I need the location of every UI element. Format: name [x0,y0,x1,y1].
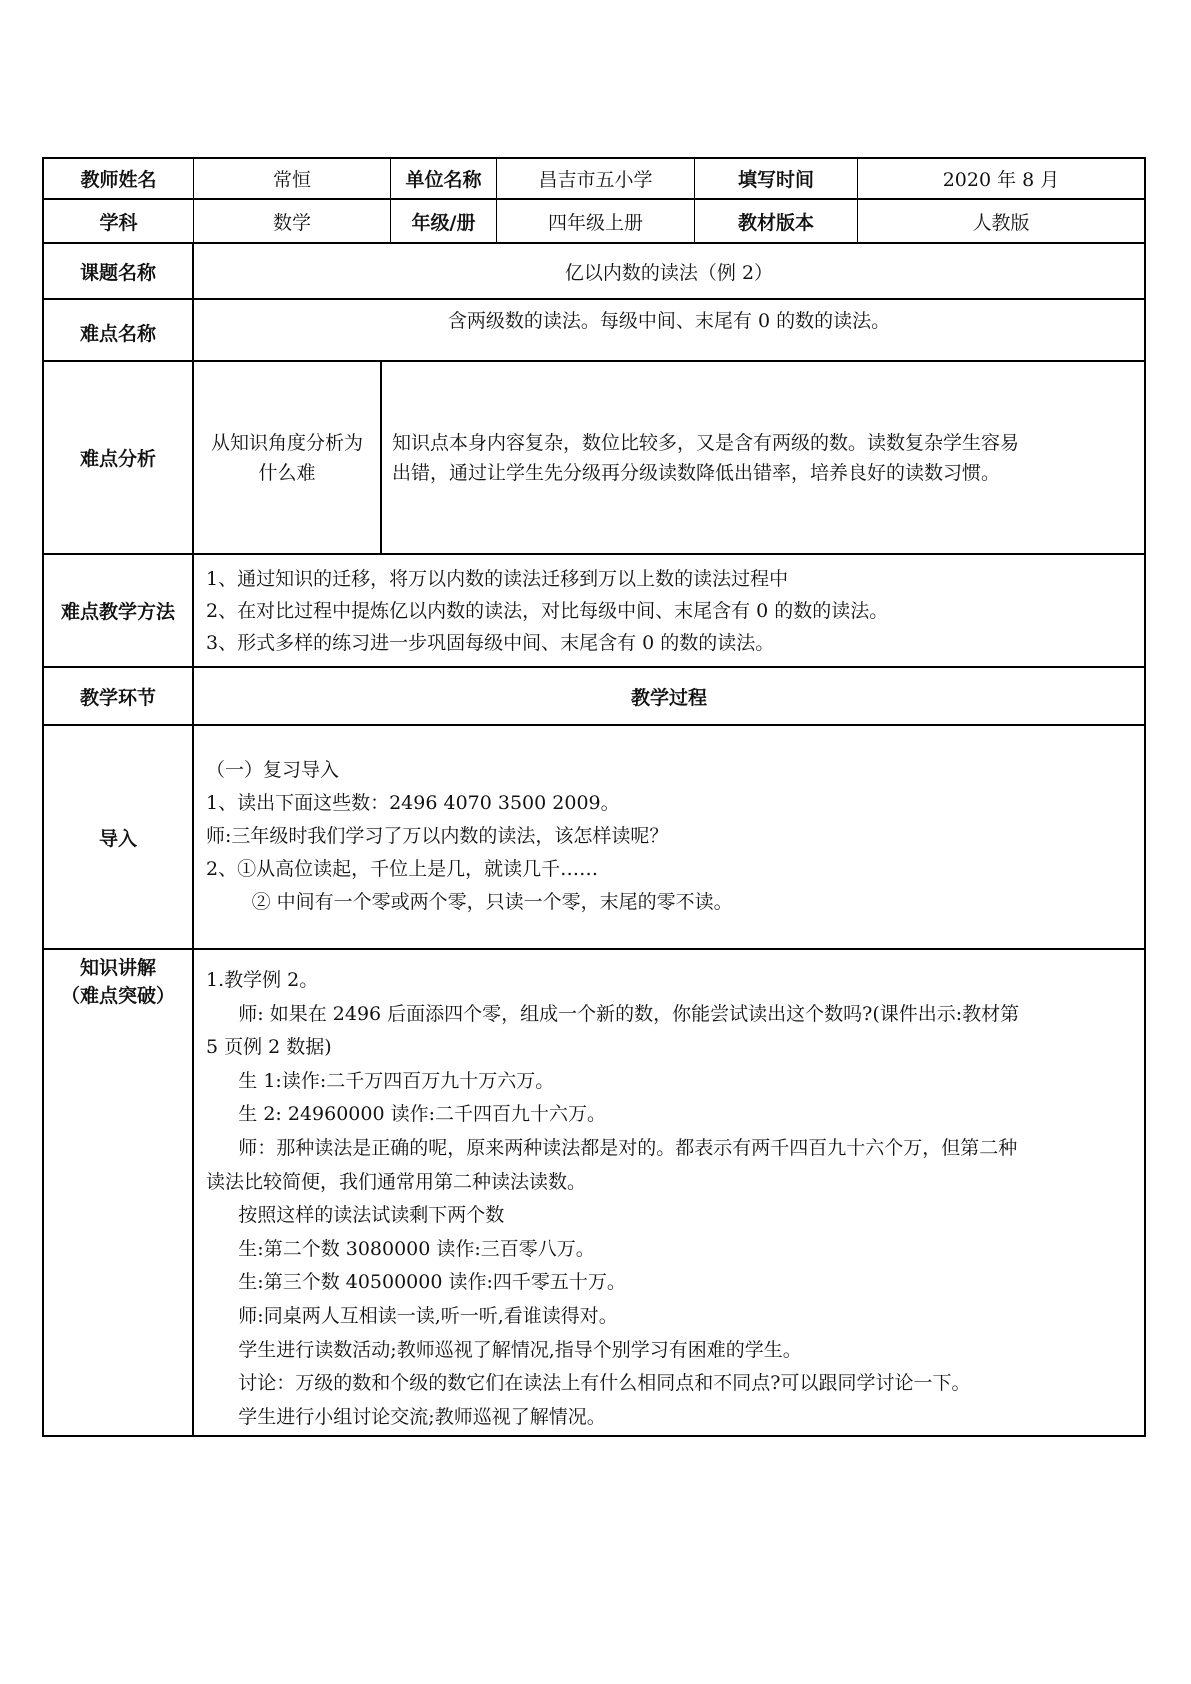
explain-line: 5 页例 2 数据) [206,1036,332,1059]
explain-line: 生 1:读作:二千万四百万九十万六万。 [238,1069,555,1092]
teacher-label: 教师姓名 [44,159,194,198]
analysis-sub-label-line-2: 什么难 [258,461,316,484]
time-value: 2020 年 8 月 [942,169,1060,191]
explain-line: 按照这样的读法试读剩下两个数 [238,1204,505,1227]
method-label: 难点教学方法 [44,555,194,666]
explain-lines [194,950,1031,1434]
subject-label: 学科 [44,200,194,242]
method-list [194,555,1144,666]
lesson-plan-table [42,157,1146,1437]
method-row [44,555,1144,668]
explain-line: 生:第三个数 40500000 读作:四千零五十万。 [238,1271,626,1294]
explain-line: 生:第二个数 3080000 读作:三百零八万。 [238,1237,595,1260]
analysis-text-line-1: 知识点本身内容复杂，数位比较多，又是含有两级的数。读数复杂学生容易 [392,431,1020,454]
process-header-left: 教学环节 [44,668,194,724]
header-row-1 [44,159,1144,200]
intro-row [44,726,1144,950]
explain-label-line-2: （难点突破） [60,985,175,1007]
method-item: 1、通过知识的迁移，将万以内数的读法迁移到万以上数的读法过程中 [206,567,789,590]
explain-line: 1.教学例 2。 [206,969,319,991]
intro-lines [194,726,745,919]
analysis-text [382,362,1144,553]
difficulty-row [44,300,1144,362]
topic-row [44,244,1144,300]
explain-line: 读法比较简便，我们通常用第二种读法读数。 [206,1170,587,1193]
explain-line: 讨论：万级的数和个级的数它们在读法上有什么相同点和不同点?可以跟同学讨论一下。 [238,1372,971,1395]
intro-line: 1、读出下面这些数：2496 4070 3500 2009。 [206,792,620,814]
time-label: 填写时间 [695,159,858,198]
explain-line: 师：那种读法是正确的呢，原来两种读法都是对的。都表示有两千四百九十六个万，但第二种 [238,1136,1018,1159]
explain-content [194,950,1144,1435]
subject-value: 数学 [194,200,391,242]
explain-line: 生 2: 24960000 读作:二千四百九十六万。 [238,1103,607,1126]
process-header-right: 教学过程 [630,686,707,709]
intro-line: ② 中间有一个零或两个零，只读一个零，末尾的零不读。 [251,891,733,913]
topic-label: 课题名称 [44,244,194,298]
explain-line: 学生进行读数活动;教师巡视了解情况,指导个别学习有困难的学生。 [238,1338,802,1361]
analysis-label: 难点分析 [44,362,194,553]
edition-value: 人教版 [972,211,1030,234]
analysis-sub-label [194,362,382,553]
analysis-text-line-2: 出错，通过让学生先分级再分级读数降低出错率，培养良好的读数习惯。 [392,461,1001,484]
intro-content [194,726,1144,948]
intro-line: （一）复习导入 [206,759,340,781]
explain-row [44,950,1144,1435]
explain-line: 学生进行小组讨论交流;教师巡视了解情况。 [238,1405,606,1428]
analysis-row [44,362,1144,555]
explain-line: 师: 如果在 2496 后面添四个零，组成一个新的数，你能尝试读出这个数吗?(课件出示:教材第 [238,1002,1020,1025]
teacher-value: 常恒 [194,159,391,198]
topic-value: 亿以内数的读法（例 2） [564,261,774,284]
explain-line: 师:同桌两人互相读一读,听一听,看谁读得对。 [238,1304,618,1327]
method-item: 2、在对比过程中提炼亿以内数的读法，对比每级中间、末尾含有 0 的数的读法。 [206,599,889,622]
method-item: 3、形式多样的练习进一步巩固每级中间、末尾含有 0 的数的读法。 [206,631,775,654]
analysis-sub-label-line-1: 从知识角度分析为 [210,431,363,454]
intro-line: 师:三年级时我们学习了万以内数的读法，该怎样读呢？ [206,825,669,847]
grade-label: 年级/册 [391,200,497,242]
header-row-2 [44,200,1144,244]
edition-label: 教材版本 [695,200,858,242]
intro-label: 导入 [44,726,194,948]
difficulty-value: 含两级数的读法。每级中间、末尾有 0 的数的读法。 [447,310,891,332]
unit-label: 单位名称 [391,159,497,198]
intro-line: 2、①从高位读起，千位上是几，就读几千…… [206,858,599,880]
difficulty-label: 难点名称 [44,300,194,360]
unit-value: 昌吉市五小学 [497,159,695,198]
explain-label-line-1: 知识讲解 [79,957,156,979]
grade-value: 四年级上册 [497,200,695,242]
explain-label [44,950,194,1435]
process-header-row [44,668,1144,726]
